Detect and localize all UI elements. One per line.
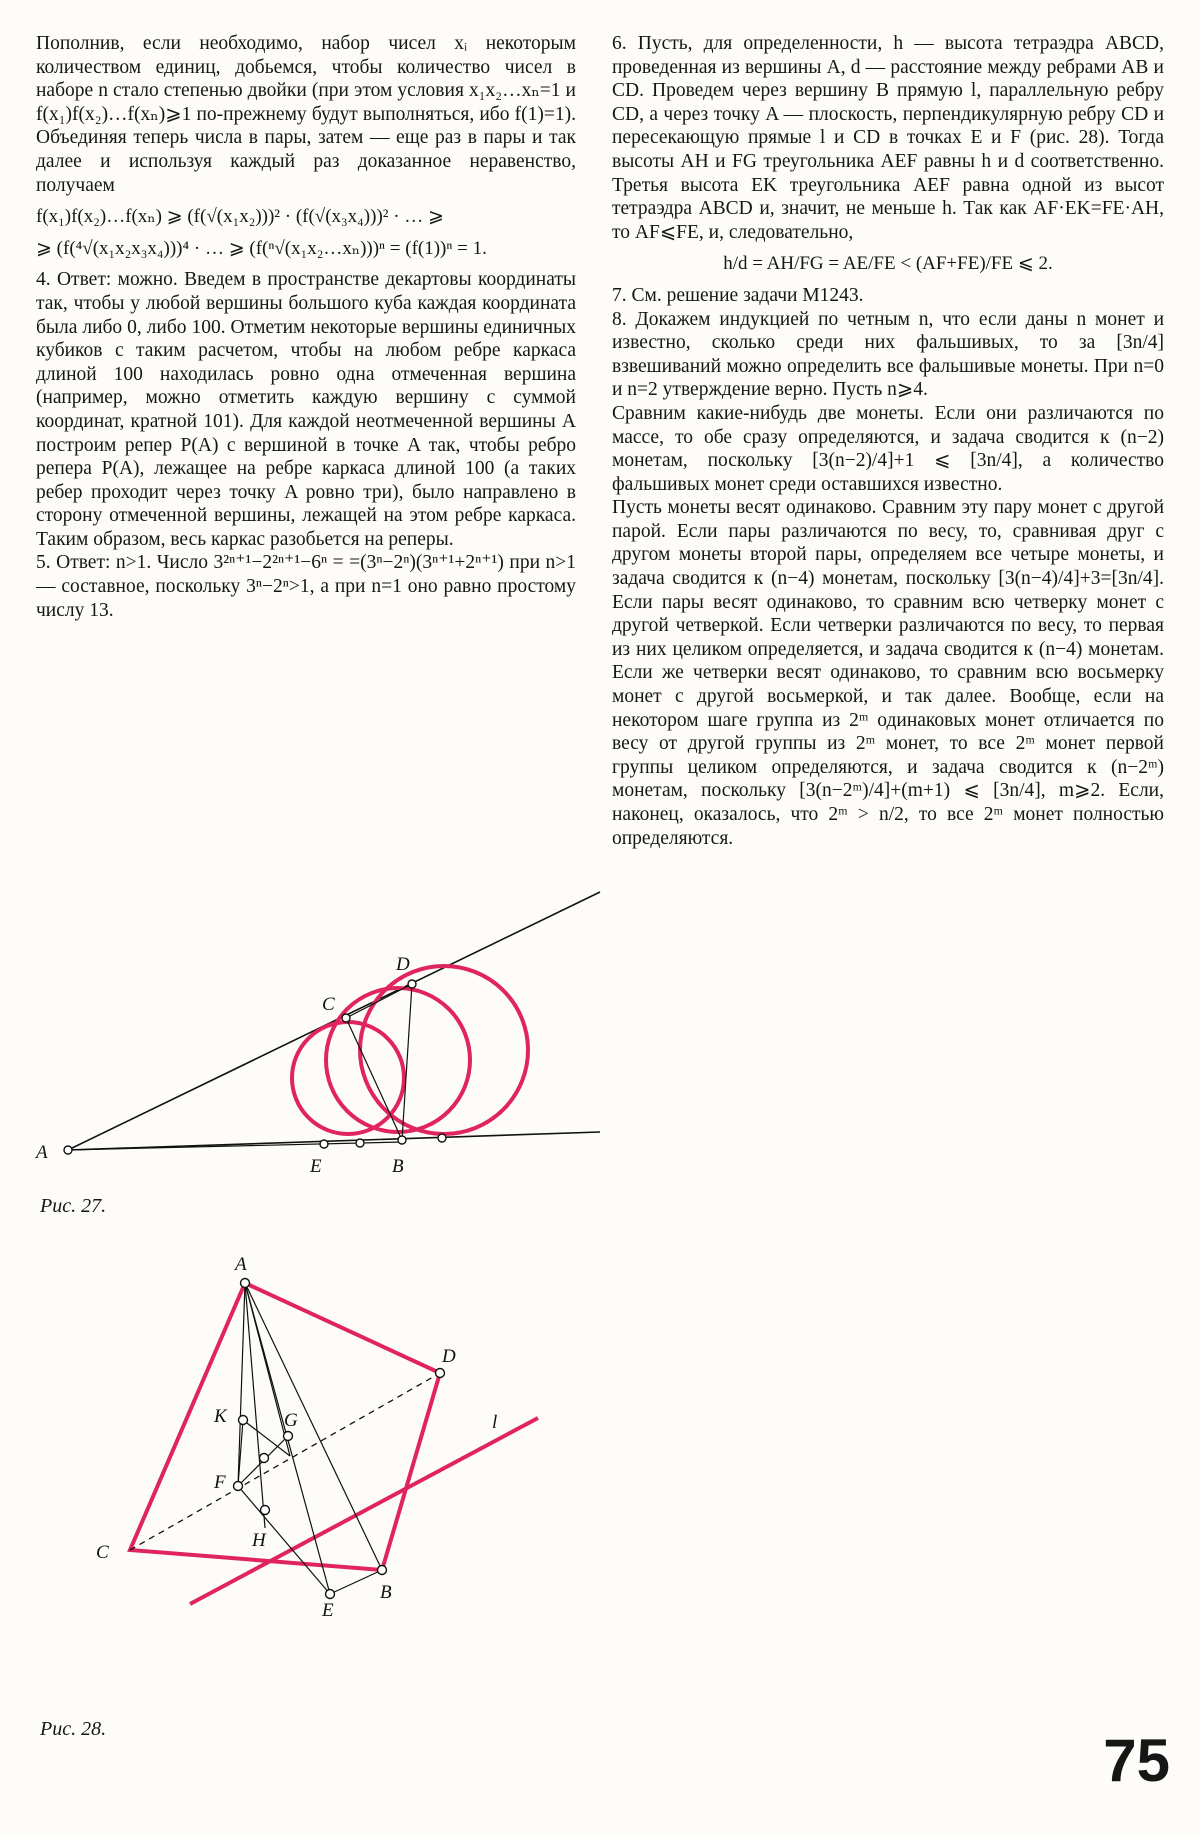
fig27-label-e: E [310,1156,322,1177]
page-number: 75 [1103,1727,1170,1794]
fig27-lower-ray [68,1132,600,1150]
fig28-edge-cd [130,1373,440,1550]
solution-4: 4. Ответ: можно. Введем в пространстве декартовы координаты так, чтобы у любой вершины большого куба каждая координата была либо 0, либо 100. Отметим некоторые вершины единичных кубиков с таким расчетом, чтобы на любом ребре каркаса длиной 100 находилась ровно одна отмеченная вершина (например, можно отметить каждую вершину с суммой координат, кратной 101). Для каждой неотмеченной вершины A построим репер P(A) с вершиной в точке A так, чтобы ребро репера P(A), лежащее на ребре каркаса длиной 100 (а таких ребер проходит через точку A ровно три), было направлено в сторону отмеченной вершины, лежащей на этом ребре каркаса. Таким образом, весь каркас разобьется на реперы. [36,269,576,550]
fig28-label-d: D [442,1346,456,1367]
fig27-point-a [64,1146,72,1154]
fig28-point-g [284,1432,293,1441]
solution-6: 6. Пусть, для определенности, h — высота тетраэдра ABCD, проведенная из вершины A, d — расстояние между ребрами AB и CD. Проведем через вершину B прямую l, параллельную ребру CD, а через точку A — плоскость, перпендикулярную ребру CD и пересекающую прямые l и CD в точках E и F (рис. 28). Тогда высоты AH и FG треугольника AEF равны h и d соответственно. Третья высота EK треугольника AEF равна одной из высот тетраэдра ABCD и, значит, не меньше h. Так как AF·EK=FE·AH, то AF⩽FE, и, следовательно, [612,33,1164,243]
fig28-label-g: G [284,1410,298,1431]
fig28-point-mid [260,1454,269,1463]
fig27-line-a-b [68,1142,402,1150]
fig27-point-c [342,1014,350,1022]
fig28-line-b-e [330,1570,382,1594]
fig27-circle-3 [360,966,528,1134]
fig27-line-c-b [346,1018,402,1140]
fig27-point-b [398,1136,406,1144]
fig28-label-h: H [252,1530,266,1551]
formula-inequality-2: ⩾ (f(⁴√(x₁x₂x₃x₄)))⁴ · … ⩾ (f(ⁿ√(x₁x₂…xₙ)))ⁿ = (f(1))ⁿ = 1. [36,237,487,259]
fig27-label-c: C [322,994,335,1015]
formula-solution-6: h/d = AH/FG = AE/FE < (AF+FE)/FE ⩽ 2. [723,253,1053,275]
fig28-label-e: E [322,1600,334,1621]
fig28-point-e [326,1590,335,1599]
fig28-point-a [241,1279,250,1288]
fig27-label-a: A [36,1142,48,1163]
fig27-point-1 [356,1139,364,1147]
fig27-circle-2 [326,988,470,1132]
paragraph-3-conclusion: Пополнив, если необходимо, набор чисел xᵢ некоторым количеством единиц, добьемся, чтобы количество чисел в наборе n стало степенью двойки (при этом условия x₁x₂…xₙ=1 и f(x₁)f(x₂)…f(xₙ)⩾1 по-прежнему будут выполняться, ибо f(1)=1). Объединяя теперь числа в пары, затем — еще раз в пары и так далее и используя каждый раз доказанное неравенство, получаем [36,33,576,196]
fig28-point-f [234,1482,243,1491]
solution-8-case-1: Сравним какие-нибудь две монеты. Если они различаются по массе, то обе сразу определяются, и задача сводится к (n−2) монетам, поскольку [3(n−2)/4]+1 ⩽ [3n/4], а количество фальшивых монет среди оставшихся известно. [612,402,1164,495]
fig27-label-d: D [396,954,410,975]
fig27-point-2 [438,1134,446,1142]
solution-8-case-2: Пусть монеты весят одинаково. Сравним эту пару монет с другой парой. Если пары различаются по весу, то, сравнивая друг с другом монеты второй пары, определяем все четыре монеты, и задача сводится к (n−4) монетам, поскольку [3(n−4)/4]+3=[3n/4]. Если пары весят одинаково, то сравним всю четверку монет с другой четверкой. Если четверки различаются по весу, то первая из них целиком определяется, и задача сводится к (n−4) монетам. Если же четверки весят одинаково, то сравним всю восьмерку монет с другой восьмеркой, и так далее. Вообще, если на некотором шаге группа из 2ᵐ одинаковых монет отличается по весу от другой группы из 2ᵐ монет, то все 2ᵐ монет первой группы целиком определяются, и задача сводится к (n−2ᵐ) монетам, поскольку [3(n−2ᵐ)/4]+(m+1) ⩽ [3n/4], m⩾2. Если, наконец, оказалось, что 2ᵐ > n/2, то все 2ᵐ монет полностью определяются. [612,497,1164,849]
fig27-circle-1 [292,1022,404,1134]
fig28-line-a-f [238,1283,245,1486]
fig28-point-h [261,1506,270,1515]
fig28-label-b: B [380,1582,392,1603]
figure-28-caption: Рис. 28. [40,1718,107,1740]
fig28-point-d [436,1369,445,1378]
left-column [36,32,576,622]
fig28-label-c: C [96,1542,109,1563]
figure-27-caption: Рис. 27. [40,1195,107,1217]
fig28-point-k [239,1416,248,1425]
fig27-upper-ray [68,892,600,1150]
fig28-label-f: F [214,1472,226,1493]
solution-5: 5. Ответ: n>1. Число 3²ⁿ⁺¹−2²ⁿ⁺¹−6ⁿ = =(3ⁿ−2ⁿ)(3ⁿ⁺¹+2ⁿ⁺¹) при n>1 — составное, поскольку 3ⁿ−2ⁿ>1, а при n=1 оно равно простому числу 13. [36,552,576,621]
figure-28 [90,1250,580,1621]
fig28-label-k: K [214,1406,227,1427]
fig27-label-b: B [392,1156,404,1177]
fig28-label-l: l [492,1412,498,1433]
fig28-line-l [190,1418,538,1604]
fig28-point-b [378,1566,387,1575]
formula-inequality-1: f(x₁)f(x₂)…f(xₙ) ⩾ (f(√(x₁x₂)))² · (f(√(x₃x₄)))² · … ⩾ [36,206,444,228]
fig27-point-d [408,980,416,988]
fig28-line-k-g [243,1420,290,1456]
solution-8-intro: 8. Докажем индукцией по четным n, что если даны n монет и известно, сколько среди них фальшивых, то за [3n/4] взвешиваний можно определить все фальшивые монеты. При n=0 и n=2 утверждение верно. Пусть n⩾4. [612,308,1164,401]
fig28-line-a-b [245,1283,382,1570]
fig27-point-e [320,1140,328,1148]
solution-7: 7. См. решение задачи М1243. [612,284,864,306]
fig28-label-a: A [235,1254,247,1275]
figure-27 [30,880,600,1180]
right-column [612,32,1164,850]
